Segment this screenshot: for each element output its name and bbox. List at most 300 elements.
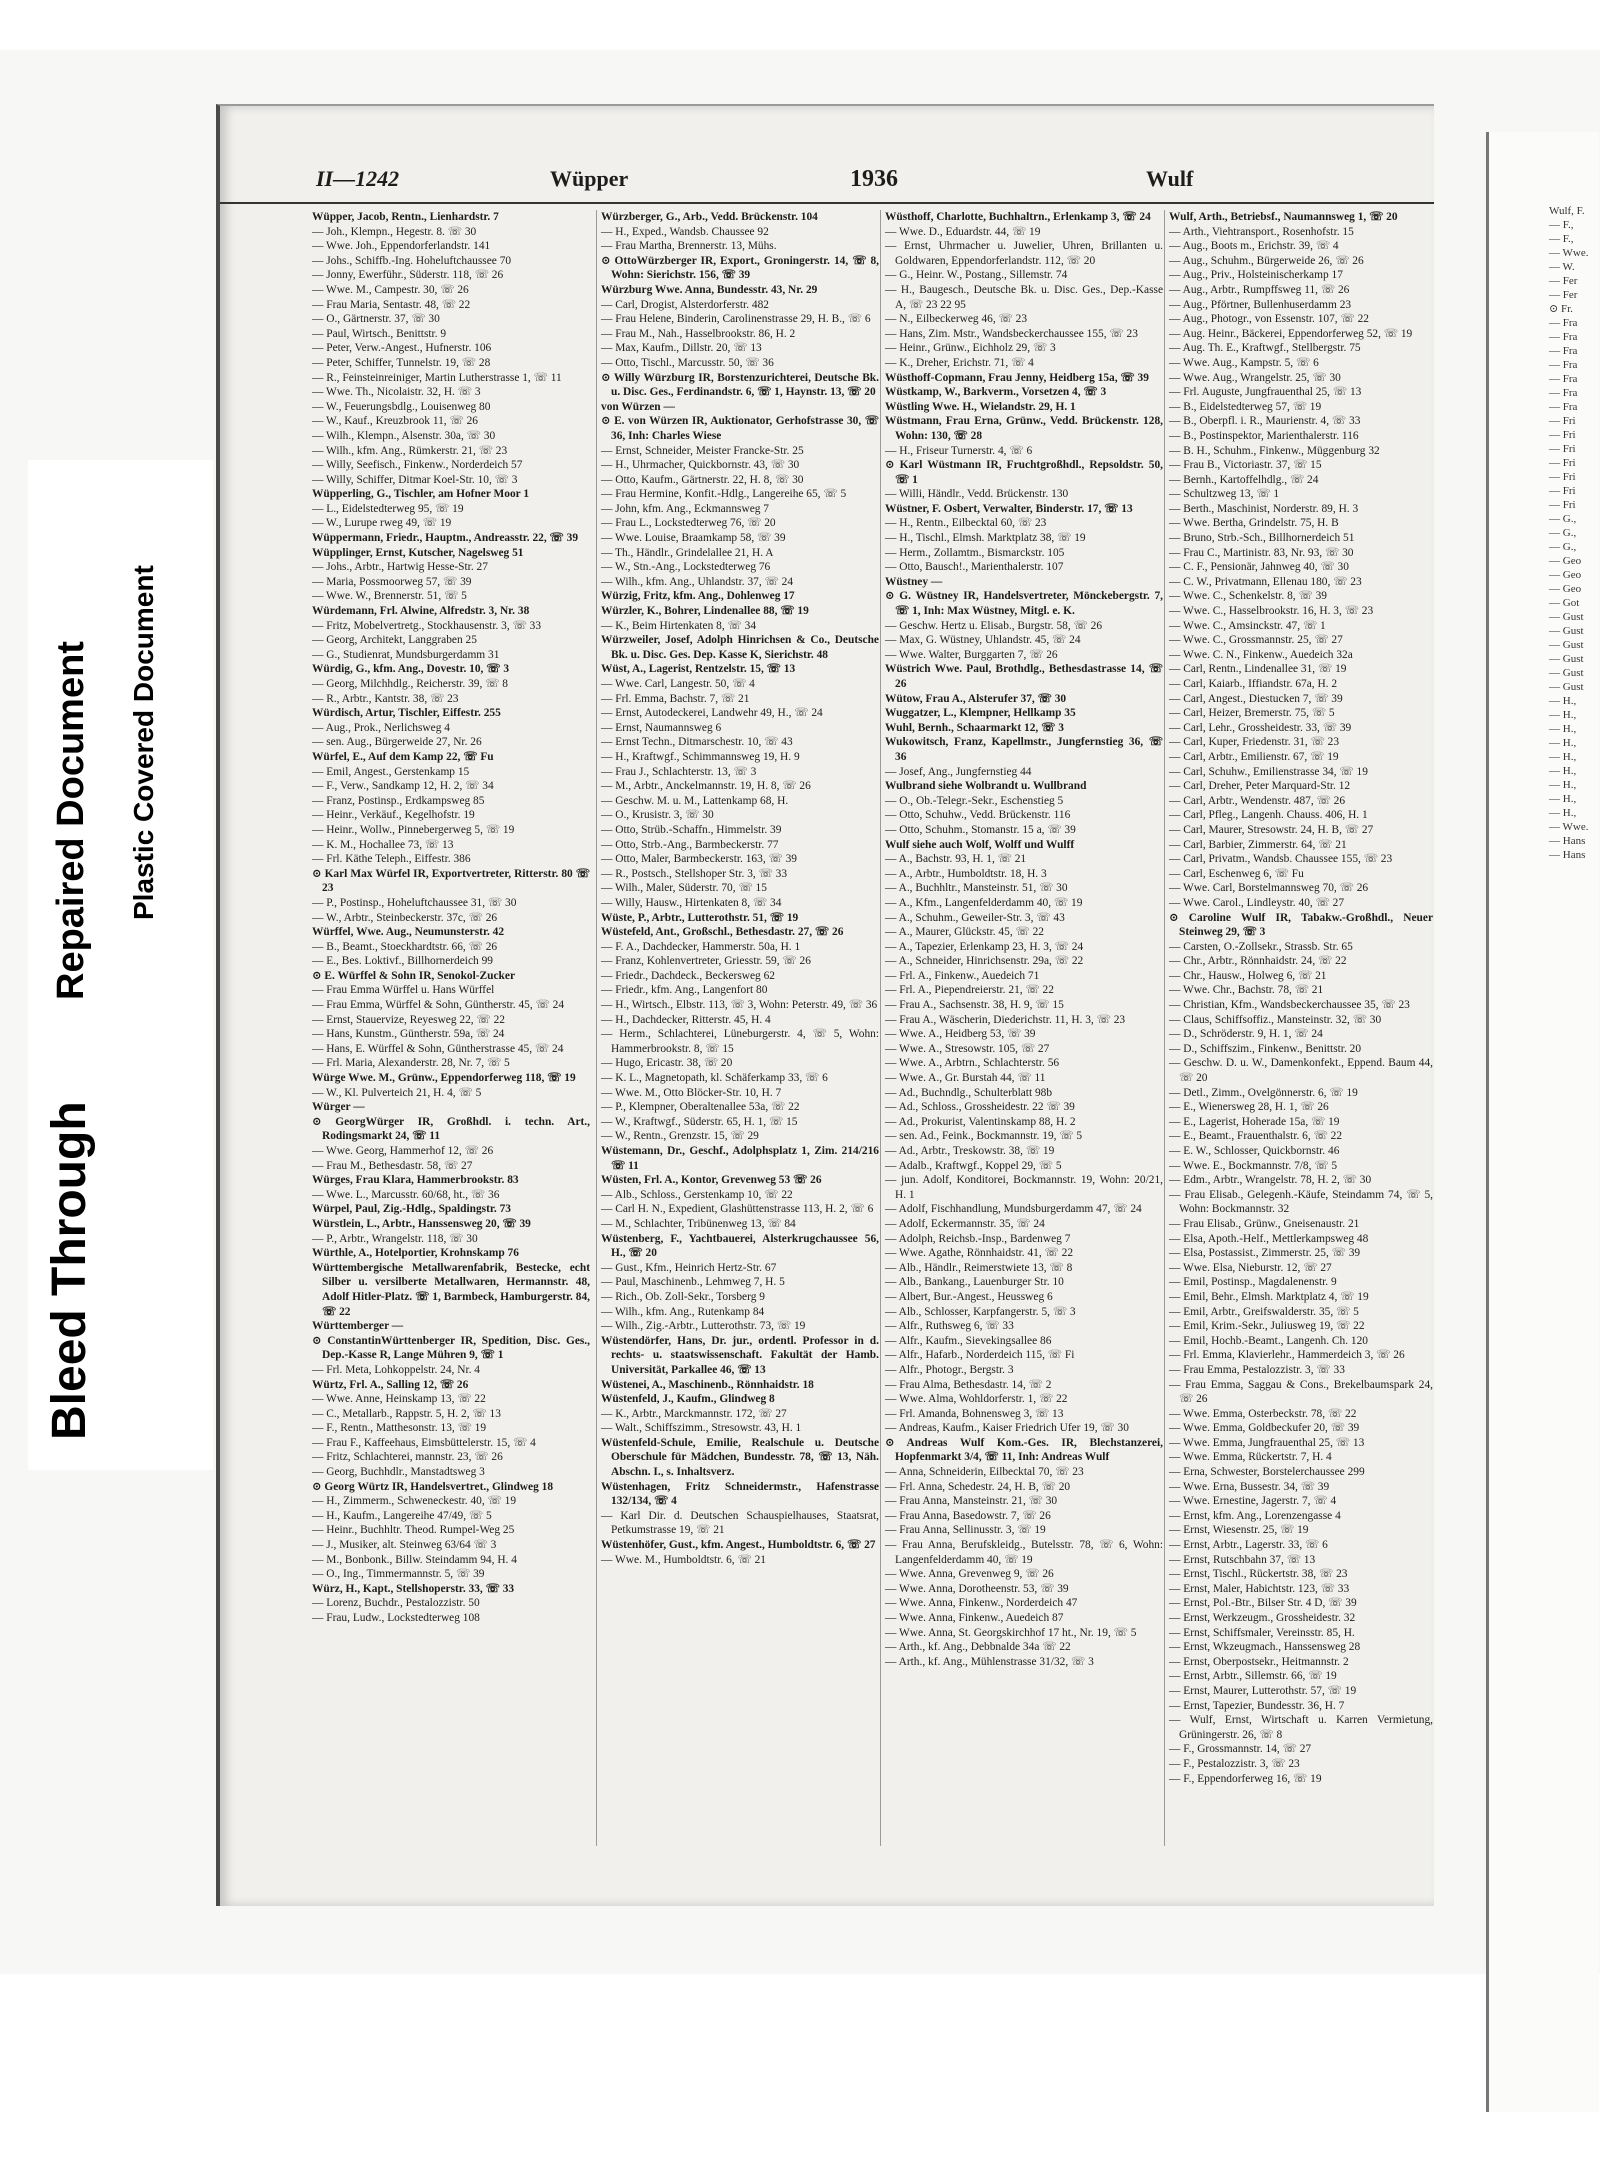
directory-entry: — Wwe. Ernestine, Jagerstr. 7, ☏ 4 [1169,1495,1337,1508]
directory-entry: — Frau F., Kaffeehaus, Eimsbüttelerstr. 15, ☏ 4 [312,1436,536,1449]
directory-entry: — Otto, Schuhw., Vedd. Brückenstr. 116 [885,809,1071,822]
directory-entry: — H., Kaufm., Langereihe 47/49, ☏ 5 [312,1509,492,1522]
adjacent-page-line: — Fra [1549,387,1578,399]
directory-entry: Wüppermann, Friedr., Hauptm., Andreasstr. 22, ☏ 39 [312,532,579,545]
directory-entry: — D., Schiffszim., Finkenw., Benittstr. 20 [1169,1042,1362,1055]
directory-entry: — Frau Maria, Sentastr. 48, ☏ 22 [312,298,471,311]
directory-entry: — Ernst, Arbtr., Sillemstr. 66, ☏ 19 [1169,1670,1337,1683]
directory-entry: — Fritz, Mobelvertretg., Stockhausenstr. 3, ☏ 33 [312,619,542,632]
adjacent-page-line: ⊙ Fr. [1549,303,1573,315]
directory-entry: — jun. Adolf, Konditorei, Bockmannstr. 19, Wohn: 20/21, H. 1 [885,1174,1163,1201]
directory-entry: ⊙ G. Wüstney IR, Handelsvertreter, Mönckebergstr. 7, ☏ 1, Inh: Max Wüstney, Mitgl. e. K. [885,590,1163,618]
directory-entry: — Willy, Hausw., Hirtenkaten 8, ☏ 34 [601,896,782,909]
directory-entry: — K. L., Magnetopath, kl. Schäferkamp 33, ☏ 6 [601,1072,828,1085]
directory-entry: — L., Eidelstedterweg 95, ☏ 19 [312,502,464,515]
adjacent-page-line: — F., [1549,219,1574,231]
adjacent-page-line: — Fri [1549,429,1576,441]
directory-entry: — Wwe. A., Heidberg 53, ☏ 39 [885,1028,1036,1041]
directory-entry: Wüstner, F. Osbert, Verwalter, Binderstr. 17, ☏ 13 [885,502,1133,515]
directory-entry: — Wwe. Carl, Langestr. 50, ☏ 4 [601,678,755,690]
directory-entry: — W., Arbtr., Steinbeckerstr. 37c, ☏ 26 [312,911,498,924]
adjacent-page-line: — H., [1549,793,1577,805]
directory-entry: — Wwe. Aug., Wrangelstr. 25, ☏ 30 [1169,371,1341,384]
directory-entry: Wüpperling, G., Tischler, am Hofner Moor 1 [312,488,530,501]
directory-entry: — Wwe. C., Amsinckstr. 47, ☏ 1 [1169,619,1326,632]
directory-entry: — Berth., Maschinist, Norderstr. 89, H. 3 [1169,502,1359,515]
directory-entry: Wüstenei, A., Maschinenb., Rönnhaidstr. 18 [601,1378,814,1391]
directory-entry: Würstlein, L., Arbtr., Hanssensweg 20, ☏ 39 [312,1217,531,1230]
directory-entry: — Wwe. W., Brennerstr. 51, ☏ 5 [312,590,467,603]
directory-entry: — Heinr., Verkäuf., Kegelhofstr. 19 [312,809,475,822]
directory-entry: — Aug. Th. E., Kraftwgf., Stellbergstr. 75 [1169,342,1361,355]
adjacent-page-line: — Hans [1549,849,1586,861]
directory-entry: Würzberger, G., Arb., Vedd. Brückenstr. 104 [601,211,818,223]
directory-entry: — Frl. Maria, Alexanderstr. 28, Nr. 7, ☏ 5 [312,1057,510,1070]
directory-entry: — A., Bachstr. 93, H. 1, ☏ 21 [885,853,1027,866]
directory-entry: — B. H., Schuhm., Finkenw., Müggenburg 32 [1169,444,1380,457]
directory-entry: — Frl. Auguste, Jungfrauenthal 25, ☏ 13 [1169,386,1362,399]
directory-entry: — E. W., Schlosser, Quickbornstr. 46 [1169,1145,1340,1157]
directory-entry: — Gust., Kfm., Heinrich Hertz-Str. 67 [601,1261,777,1274]
directory-entry: — Herm., Zollamtm., Bismarckstr. 105 [885,546,1065,559]
directory-entry: — Franz, Kohlenvertreter, Griesstr. 59, ☏ 26 [601,955,811,968]
directory-entry: — Carl H. N., Expedient, Glashüttenstrasse 113, H. 2, ☏ 6 [601,1203,874,1216]
directory-entry: Wukowitsch, Franz, Kapellmstr., Jungfernstieg 36, ☏ 36 [885,736,1163,763]
adjacent-page-line: — Gust [1549,653,1584,665]
directory-entry: — R., Arbtr., Kantstr. 38, ☏ 23 [312,692,459,705]
directory-entry: Wüstenhöfer, Gust., kfm. Angest., Humboldtstr. 6, ☏ 27 [601,1539,876,1552]
adjacent-page-line: — Wwe. [1549,821,1589,833]
directory-entry: Würpel, Paul, Zig.-Hdlg., Spaldingstr. 73 [312,1203,511,1216]
directory-entry: — Ernst, Maler, Habichtstr. 123, ☏ 33 [1169,1582,1350,1595]
directory-entry: — Johs., Arbtr., Hartwig Hesse-Str. 27 [312,561,488,574]
directory-entry: — Wilh., Klempn., Alsenstr. 30a, ☏ 30 [312,429,496,442]
directory-column-2 [596,210,879,1846]
directory-entry: Würtz, Frl. A., Salling 12, ☏ 26 [312,1378,469,1391]
directory-entry: Wulbrand siehe Wolbrandt u. Wullbrand [885,780,1087,793]
directory-entry: — Frau, Ludw., Lockstedterweg 108 [312,1612,480,1624]
directory-entry: — Wwe. Chr., Bachstr. 78, ☏ 21 [1169,984,1324,997]
directory-entry: — Wwe. C., Grossmannstr. 25, ☏ 27 [1169,634,1343,647]
directory-entry: — M., Arbtr., Anckelmannstr. 19, H. 8, ☏ 26 [601,780,811,793]
directory-entry: — W., Stn.-Ang., Lockstedterweg 76 [601,561,771,574]
directory-entry: Würges, Frau Klara, Hammerbrookstr. 83 [312,1174,519,1187]
directory-entry: — Aug., Prok., Nerlichsweg 4 [312,721,450,734]
directory-entry: — Wwe. Georg, Hammerhof 12, ☏ 26 [312,1145,494,1157]
directory-entry: — Wwe. Elsa, Nieburstr. 12, ☏ 27 [1169,1261,1332,1274]
directory-entry: — Adolf, Fischhandlung, Mundsburgerdamm 47, ☏ 24 [885,1203,1142,1216]
directory-entry: — Ernst Techn., Ditmarschestr. 10, ☏ 43 [601,736,793,749]
adjacent-page-line: — Gust [1549,681,1584,693]
directory-entry: — Adalb., Kraftwgf., Koppel 29, ☏ 5 [885,1159,1062,1172]
directory-entry: Wüsthoff, Charlotte, Buchhaltrn., Erlenkamp 3, ☏ 24 [885,211,1151,223]
directory-entry: — Elsa, Postassist., Zimmerstr. 25, ☏ 39 [1169,1247,1361,1260]
directory-entry: — A., Buchhltr., Mansteinstr. 51, ☏ 30 [885,882,1068,895]
directory-entry: ⊙ Georg Würtz IR, Handelsvertret., Glindweg 18 [312,1480,554,1493]
directory-entry: — H., Friseur Turnerstr. 4, ☏ 6 [885,444,1033,457]
directory-entry: — Wwe. Bertha, Grindelstr. 75, H. B [1169,517,1339,530]
directory-entry: von Würzen — [601,400,675,413]
directory-entry: — Ernst, Pol.-Btr., Bilser Str. 4 D, ☏ 39 [1169,1597,1357,1610]
directory-entry: — H., Exped., Wandsb. Chaussee 92 [601,225,769,238]
adjacent-page-line: — H., [1549,807,1577,819]
directory-entry: — Ernst, Schneider, Meister Francke-Str. 25 [601,444,804,457]
directory-entry: — Wwe. C., Schenkelstr. 8, ☏ 39 [1169,590,1327,603]
directory-entry: — Aug., Pförtner, Bullenhuserdamm 23 [1169,298,1352,311]
directory-entry: — Fritz, Schlachterei, mannstr. 23, ☏ 26 [312,1451,503,1464]
directory-entry: — Adolph, Reichsb.-Insp., Bardenweg 7 [885,1232,1071,1245]
directory-entry: — Chr., Arbtr., Rönnhaidstr. 24, ☏ 22 [1169,955,1347,968]
directory-entry: — O., Krusistr. 3, ☏ 30 [601,809,714,822]
directory-entry: Würzweiler, Josef, Adolph Hinrichsen & Co., Deutsche Bk. u. Disc. Ges. Dep. Kasse K, Sierichstr. 48 [601,634,879,661]
directory-entry: — Wwe. C. N., Finkenw., Auedeich 32a [1169,648,1353,661]
directory-entry: — C. F., Pensionär, Jahnweg 40, ☏ 30 [1169,561,1349,574]
directory-entry: — Wwe. A., Arbtrn., Schlachterstr. 56 [885,1057,1060,1070]
label-bleed-through: Bleed Through [43,1101,96,1440]
directory-entry: — Otto, Schuhm., Stomanstr. 15 a, ☏ 39 [885,823,1076,836]
directory-entry: — W., Kauf., Kreuzbrook 11, ☏ 26 [312,415,478,428]
directory-entry: Wüstenberg, F., Yachtbauerei, Alsterkrugchaussee 56, H., ☏ 20 [601,1232,879,1260]
adjacent-page-line: — Fra [1549,401,1578,413]
directory-entry: — Friedr., kfm. Ang., Langenfort 80 [601,984,768,997]
directory-entry: Wüstemann, Dr., Geschf., Adolphsplatz 1, Zim. 214/216 ☏ 11 [601,1145,879,1172]
directory-entry: — Frau A., Sachsenstr. 38, H. 9, ☏ 15 [885,999,1064,1012]
adjacent-page-line: — H., [1549,695,1577,707]
directory-column-3 [880,210,1163,1846]
directory-entry: — F., Eppendorferweg 16, ☏ 19 [1169,1772,1322,1785]
directory-entry: — W., Feuerungsbdlg., Louisenweg 80 [312,400,491,413]
directory-entry: — Alfr., Kaufm., Sievekingsallee 86 [885,1334,1052,1347]
adjacent-page-line: — Fer [1549,275,1578,287]
directory-entry: — P., Klempner, Oberaltenallee 53a, ☏ 22 [601,1101,800,1114]
adjacent-page-line: — F., [1549,233,1574,245]
adjacent-page-line: — Fra [1549,373,1578,385]
adjacent-page-line: — Fra [1549,345,1578,357]
header-year: 1936 [850,166,898,192]
directory-entry: Wüsthoff-Copmann, Frau Jenny, Heidberg 15a, ☏ 39 [885,371,1149,384]
directory-entry: Würdemann, Frl. Alwine, Alfredstr. 3, Nr. 38 [312,605,530,618]
directory-entry: — Wilh., Zig.-Arbtr., Lutterothstr. 73, ☏ 19 [601,1320,806,1333]
adjacent-page-line: — G., [1549,513,1577,525]
directory-entry: — Ernst, Wiesenstr. 25, ☏ 19 [1169,1524,1309,1537]
directory-entry: — Frau Anna, Basedowstr. 7, ☏ 26 [885,1509,1051,1522]
directory-entry: — Frau Elisab., Gelegenh.-Käufe, Steindamm 74, ☏ 5, Wohn: Bockmannstr. 32 [1169,1188,1433,1216]
directory-entry: — Heinr., Buchhltr. Theod. Rumpel-Weg 25 [312,1524,515,1537]
directory-entry: Würdisch, Artur, Tischler, Eiffestr. 255 [312,707,501,720]
directory-entry: — Peter, Schiffer, Tunnelstr. 19, ☏ 28 [312,356,491,369]
directory-entry: — Aug., Photogr., von Essenstr. 107, ☏ 22 [1169,313,1369,326]
directory-entry: — Wwe. A., Stresowstr. 105, ☏ 27 [885,1042,1050,1055]
directory-entry: — Wwe. Anne, Heinskamp 13, ☏ 22 [312,1393,486,1406]
directory-entry: — Frl. A., Piependreierstr. 21, ☏ 22 [885,984,1054,997]
directory-entry: — Otto, Bausch!., Marienthalerstr. 107 [885,561,1064,574]
directory-entry: Wüstenfeld-Schule, Emilie, Realschule u. Deutsche Oberschule für Mädchen, Bundesstr. 78, ☏ 13, Näh. Abschn. I., s. Inhaltsverz. [601,1436,879,1479]
directory-entry: — Wilh., kfm. Ang., Rutenkamp 84 [601,1305,765,1318]
directory-entry: — Otto, Strüb.-Schaffn., Himmelstr. 39 [601,823,782,836]
directory-entry: Wüpplinger, Ernst, Kutscher, Nagelsweg 51 [312,546,524,559]
directory-entry: — Bruno, Strb.-Sch., Billhornerdeich 51 [1169,532,1355,545]
directory-entry: — Carl, Maurer, Stresowstr. 24, H. B, ☏ 27 [1169,823,1374,836]
directory-entry: — W., Kl. Pulverteich 21, H. 4, ☏ 5 [312,1086,482,1099]
directory-entry: — Emil, Hochb.-Beamt., Langenh. Ch. 120 [1169,1334,1368,1347]
directory-entry: — Wwe. Carl, Borstelmannsweg 70, ☏ 26 [1169,882,1369,895]
directory-entry: — Otto, Strb.-Ang., Barmbeckerstr. 77 [601,838,779,851]
directory-entry: — Frau Emma Würffel u. Hans Würffel [312,984,495,997]
directory-entry: — Walt., Schiffszimm., Stresowstr. 43, H. 1 [601,1422,802,1435]
directory-entry: Wüstney — [885,575,943,588]
directory-entry: — Carl, Drogist, Alsterdorferstr. 482 [601,298,769,311]
directory-entry: — Aug., Schuhm., Bürgerweide 26, ☏ 26 [1169,254,1364,267]
directory-entry: — F., Verw., Sandkamp 12, H. 2, ☏ 34 [312,780,494,793]
directory-entry: — Ernst, Wkzeugmach., Hanssensweg 28 [1169,1641,1361,1654]
directory-entry: — Frau Anna, Sellinusstr. 3, ☏ 19 [885,1524,1046,1537]
directory-entry: Würthle, A., Hotelportier, Krohnskamp 76 [312,1247,519,1260]
directory-entry: — Carl, Rentn., Lindenallee 31, ☏ 19 [1169,663,1347,676]
adjacent-page-line: — Fri [1549,499,1576,511]
directory-entry: — K., Beim Hirtenkaten 8, ☏ 34 [601,619,757,632]
adjacent-page-line: — Geo [1549,569,1582,581]
adjacent-page-line: — Fra [1549,317,1578,329]
directory-entry: — W., Lurupe rweg 49, ☏ 19 [312,517,452,530]
directory-entry: — D., Schröderstr. 9, H. 1, ☏ 24 [1169,1028,1323,1041]
directory-entry: — Ad., Arbtr., Treskowstr. 38, ☏ 19 [885,1145,1055,1157]
directory-entry: — Frau J., Schlachterstr. 13, ☏ 3 [601,765,757,778]
directory-entry: Würge Wwe. M., Grünw., Eppendorferweg 118, ☏ 19 [312,1072,576,1085]
directory-entry: — G., Studienrat, Mundsburgerdamm 31 [312,648,500,661]
adjacent-page-line: — Fri [1549,471,1576,483]
directory-entry: — Frl. A., Finkenw., Auedeich 71 [885,969,1040,982]
directory-entry: — Frl. Emma, Bachstr. 7, ☏ 21 [601,692,750,705]
directory-entry: — K., Dreher, Erichstr. 71, ☏ 4 [885,356,1034,369]
directory-entry: — Heinr., Grünw., Eichholz 29, ☏ 3 [885,342,1056,355]
directory-entry: — Claus, Schiffsoffiz., Mansteinstr. 32, ☏ 30 [1169,1013,1382,1026]
directory-entry: — Wwe. M., Campestr. 30, ☏ 26 [312,283,469,296]
directory-page [216,104,1434,1906]
directory-entry: — Edm., Arbtr., Wrangelstr. 78, H. 2, ☏ 30 [1169,1174,1372,1187]
directory-entry: — Carl, Privatm., Wandsb. Chaussee 155, ☏ 23 [1169,853,1393,866]
adjacent-page-line: — Got [1549,597,1580,609]
directory-entry: — Carl, Arbtr., Wendenstr. 487, ☏ 26 [1169,794,1346,807]
directory-entry: — Wwe. Erna, Bussestr. 34, ☏ 39 [1169,1480,1330,1493]
directory-entry: — O., Ing., Timmermannstr. 5, ☏ 39 [312,1568,485,1581]
directory-entry: Würfel, E., Auf dem Kamp 22, ☏ Fu [312,750,494,763]
directory-entry: — Georg, Architekt, Langgraben 25 [312,634,477,647]
directory-entry: — Arth., Viehtransport., Rosenhofstr. 15 [1169,225,1354,238]
directory-entry: — C., Metallarb., Rappstr. 5, H. 2, ☏ 13 [312,1407,501,1420]
directory-entry: — Frau Alma, Bethesdastr. 14, ☏ 2 [885,1378,1052,1391]
directory-entry: Wüstmann, Frau Erna, Grünw., Vedd. Brückenstr. 128, Wohn: 130, ☏ 28 [885,415,1163,442]
adjacent-page-line: Wulf, F. [1549,205,1585,217]
directory-entry: — E., Lagerist, Hoherade 15a, ☏ 19 [1169,1115,1340,1128]
adjacent-page-line: — Gust [1549,611,1584,623]
directory-entry: — Frau Anna, Berufskleidg., Butelsstr. 78, ☏ 6, Wohn: Langenfelderdamm 40, ☏ 19 [885,1539,1163,1566]
directory-entry: — H., Uhrmacher, Quickbornstr. 43, ☏ 30 [601,459,800,472]
directory-entry: — Carl, Arbtr., Emilienstr. 67, ☏ 19 [1169,750,1339,763]
directory-entry: — Otto, Maler, Barmbeckerstr. 163, ☏ 39 [601,853,797,866]
directory-entry: — Ernst, kfm. Ang., Lorenzengasse 4 [1169,1509,1341,1522]
directory-entry: — Frl. Anna, Schedestr. 24, H. B, ☏ 20 [885,1480,1071,1493]
directory-entry: — G., Heinr. W., Postang., Sillemstr. 74 [885,269,1068,282]
directory-entry: — Otto, Kaufm., Gärtnerstr. 22, H. 8, ☏ 30 [601,473,804,486]
directory-entry: — Frau Helene, Binderin, Carolinenstrasse 29, H. B., ☏ 6 [601,313,871,326]
directory-entry: — Frau B., Victoriastr. 37, ☏ 15 [1169,459,1322,472]
directory-entry: — Emil, Behr., Elmsh. Marktplatz 4, ☏ 19 [1169,1290,1369,1303]
directory-entry: — Frl. Amanda, Bohnensweg 3, ☏ 13 [885,1407,1064,1420]
directory-entry: — Wwe. E., Bockmannstr. 7/8, ☏ 5 [1169,1159,1338,1172]
directory-column-4 [1164,210,1433,1846]
directory-entry: Würz, H., Kapt., Stellshoperstr. 33, ☏ 33 [312,1582,515,1595]
directory-entry: — A., Arbtr., Humboldtstr. 18, H. 3 [885,867,1047,880]
directory-entry: — Albert, Bur.-Angest., Heussweg 6 [885,1290,1053,1303]
directory-entry: — J., Musiker, alt. Steinweg 63/64 ☏ 3 [312,1539,497,1552]
directory-entry: — F., Grossmannstr. 14, ☏ 27 [1169,1743,1312,1756]
directory-entry: — Karl Dir. d. Deutschen Schauspielhauses, Staatsrat, Petkumstrasse 19, ☏ 21 [601,1509,879,1537]
directory-entry: — Willi, Händlr., Vedd. Brückenstr. 130 [885,488,1069,501]
directory-entry: — Wwe. Th., Nicolaistr. 32, H. ☏ 3 [312,386,481,399]
directory-column-1 [312,210,590,1846]
directory-entry: — Wwe. Anna, Finkenw., Norderdeich 47 [885,1597,1078,1610]
directory-entry: Wütow, Frau A., Alsterufer 37, ☏ 30 [885,692,1067,705]
directory-entry: Würzig, Fritz, kfm. Ang., Dohlenweg 17 [601,590,795,603]
directory-entry: — Paul, Wirtsch., Benittstr. 9 [312,327,447,340]
adjacent-page-line: — H., [1549,723,1577,735]
directory-entry: — Emil, Arbtr., Greifswalderstr. 35, ☏ 5 [1169,1305,1359,1318]
directory-entry: — Carl, Eschenweg 6, ☏ Fu [1169,867,1304,880]
directory-entry: — Erna, Schwester, Borstelerchaussee 299 [1169,1466,1365,1479]
directory-entry: Wüpper, Jacob, Rentn., Lienhardstr. 7 [312,211,499,223]
directory-entry: — Frau Emma, Pestalozzistr. 3, ☏ 33 [1169,1363,1345,1376]
directory-entry: — Wulf, Ernst, Wirtschaft u. Karren Vermietung, Grüningerstr. 26, ☏ 8 [1169,1714,1433,1741]
directory-entry: — Th., Händlr., Grindelallee 21, H. A [601,546,774,559]
directory-entry: — Hans, Zim. Mstr., Wandsbeckerchaussee 155, ☏ 23 [885,327,1138,340]
directory-entry: — Frau Hermine, Konfit.-Hdlg., Langereihe 65, ☏ 5 [601,488,847,501]
directory-entry: — O., Ob.-Telegr.-Sekr., Eschenstieg 5 [885,794,1064,807]
directory-entry: — Wwe. Emma, Rückertstr. 7, H. 4 [1169,1451,1332,1464]
directory-entry: — Ernst, Naumannsweg 6 [601,721,722,734]
directory-entry: — Alb., Bankang., Lauenburger Str. 10 [885,1276,1064,1289]
directory-entry: — Frau L., Lockstedterweg 76, ☏ 20 [601,517,776,530]
directory-entry: — Joh., Klempn., Hegestr. 8. ☏ 30 [312,225,477,238]
directory-entry: — Frau Anna, Mansteinstr. 21, ☏ 30 [885,1495,1058,1508]
directory-entry: — Wwe. Louise, Braamkamp 58, ☏ 39 [601,532,786,545]
directory-entry: — Wwe. Anna, Grevenweg 9, ☏ 26 [885,1568,1054,1581]
directory-entry: — Carl, Dreher, Peter Marquard-Str. 12 [1169,780,1351,793]
directory-entry: Wulf siehe auch Wolf, Wolff und Wulff [885,838,1075,851]
directory-entry: — Geschw. D. u. W., Damenkonfekt., Eppend. Baum 44, ☏ 20 [1169,1057,1433,1085]
label-repaired-document: Repaired Document [50,641,92,1000]
directory-entry: — Carl, Kaiarb., Iffiandstr. 67a, H. 2 [1169,678,1338,690]
directory-entry: — W., Kraftwgf., Süderstr. 65, H. 1, ☏ 15 [601,1115,798,1128]
directory-entry: — Aug., Boots m., Erichstr. 39, ☏ 4 [1169,240,1339,253]
directory-entry: Wüstenfeld, J., Kaufm., Glindweg 8 [601,1393,775,1406]
directory-entry: — Ernst, Oberpostsekr., Heitmannstr. 2 [1169,1655,1349,1668]
directory-entry: — Ad., Prokurist, Valentinskamp 88, H. 2 [885,1115,1076,1128]
directory-entry: Würffel, Wwe. Aug., Neumunsterstr. 42 [312,926,505,939]
adjacent-page-line: — Fri [1549,485,1576,497]
directory-entry: — Wilh., Maler, Süderstr. 70, ☏ 15 [601,882,767,895]
directory-entry: — O., Gärtnerstr. 37, ☏ 30 [312,313,440,326]
directory-entry: — F., Pestalozzistr. 3, ☏ 23 [1169,1757,1300,1770]
directory-entry: — Frau Emma, Saggau & Cons., Brekelbaumspark 24, ☏ 26 [1169,1378,1433,1406]
directory-entry: ⊙ E. von Würzen IR, Auktionator, Gerhofstrasse 30, ☏ 36, Inh: Charles Wiese [601,415,879,442]
directory-entry: — Frau A., Wäscherin, Diederichstr. 11, H. 3, ☏ 23 [885,1013,1126,1026]
adjacent-page-line: — G., [1549,527,1577,539]
directory-entry: Würger — [312,1101,365,1114]
directory-entry: — Anna, Schneiderin, Eilbecktal 70, ☏ 23 [885,1466,1084,1479]
directory-entry: — Peter, Verw.-Angest., Hufnerstr. 106 [312,342,492,355]
directory-entry: — Wwe. A., Gr. Burstah 44, ☏ 11 [885,1072,1046,1085]
directory-entry: — John, kfm. Ang., Eckmannsweg 7 [601,502,769,515]
directory-entry: — Carl, Barbier, Zimmerstr. 64, ☏ 21 [1169,838,1347,851]
directory-entry: — Jonny, Ewerführ., Süderstr. 118, ☏ 26 [312,269,504,282]
directory-entry: — H., Kraftwgf., Schimmannsweg 19, H. 9 [601,750,800,763]
directory-entry: ⊙ Karl Wüstmann IR, Fruchtgroßhdl., Repsoldstr. 50, ☏ 1 [885,459,1163,486]
directory-entry: — Ernst, Stauervize, Reyesweg 22, ☏ 22 [312,1013,505,1026]
directory-entry: — Wwe. Anna, Dorotheenstr. 53, ☏ 39 [885,1582,1069,1595]
directory-entry: — A., Maurer, Glückstr. 45, ☏ 22 [885,926,1045,939]
directory-entry: — Christian, Kfm., Wandsbeckerchaussee 35, ☏ 23 [1169,999,1410,1012]
directory-entry: — Wilh., kfm. Ang., Rümkerstr. 21, ☏ 23 [312,444,508,457]
adjacent-page-line: — Gust [1549,667,1584,679]
directory-entry: ⊙ OttoWürzberger IR, Export., Groningerstr. 14, ☏ 8, Wohn: Sierichstr. 156, ☏ 39 [601,254,879,282]
directory-entry: — Wwe. Aug., Kampstr. 5, ☏ 6 [1169,356,1319,369]
directory-entry: — Elsa, Apoth.-Helf., Mettlerkampsweg 48 [1169,1232,1369,1245]
header-first-entry-word: Wüpper [550,166,629,191]
adjacent-page-line: — Geo [1549,583,1582,595]
directory-entry: — B., Beamt., Stoeckhardtstr. 66, ☏ 26 [312,940,498,953]
directory-entry: — Wilh., kfm. Ang., Uhlandstr. 37, ☏ 24 [601,575,794,588]
directory-entry: ⊙ ConstantinWürttenberger IR, Spedition, Disc. Ges., Dep.-Kasse R, Lange Mühren 9, ☏ 1 [312,1334,590,1362]
adjacent-page-line: — Fri [1549,457,1576,469]
directory-entry: — Wwe. Anna, Finkenw., Auedeich 87 [885,1612,1064,1624]
directory-entry: — Wwe. C., Hasselbrookstr. 16, H. 3, ☏ 23 [1169,605,1374,618]
directory-entry: — Arth., kf. Ang., Debbnalde 34a ☏ 22 [885,1641,1071,1654]
directory-entry: Wulf, Arth., Betriebsf., Naumannsweg 1, ☏ 20 [1169,211,1398,223]
directory-entry: — Willy, Schiffer, Ditmar Koel-Str. 10, ☏ 3 [312,473,518,486]
directory-entry: — Frau Martha, Brennerstr. 13, Mühs. [601,240,777,253]
directory-entry: Wuhl, Bernh., Schaarmarkt 12, ☏ 3 [885,721,1064,734]
directory-entry: — Franz, Postinsp., Erdkampsweg 85 [312,794,485,807]
directory-entry: — K. M., Hochallee 73, ☏ 13 [312,838,454,851]
header-last-entry-word: Wulf [1146,166,1194,191]
directory-entry: — Wwe. Carol., Lindleystr. 40, ☏ 27 [1169,896,1345,909]
directory-entry: — Ernst, Arbtr., Lagerstr. 33, ☏ 6 [1169,1539,1328,1552]
directory-entry: Wuggatzer, L., Klempner, Hellkamp 35 [885,707,1076,720]
adjacent-page-line: — H., [1549,779,1577,791]
directory-entry: Wüsten, Frl. A., Kontor, Grevenweg 53 ☏ 26 [601,1174,822,1187]
directory-entry: — Maria, Possmoorweg 57, ☏ 39 [312,575,472,588]
adjacent-page-line: — Gust [1549,639,1584,651]
directory-entry: — Heinr., Wollw., Pinnebergerweg 5, ☏ 19 [312,823,515,836]
adjacent-page-text [1549,204,1599,862]
adjacent-page-line: — Gust [1549,625,1584,637]
directory-entry: — Georg, Buchhdlr., Manstadtsweg 3 [312,1466,485,1479]
directory-entry: Wüst, A., Lagerist, Rentzelstr. 15, ☏ 13 [601,663,796,676]
directory-entry: — Ernst, Uhrmacher u. Juwelier, Uhren, Brillanten u. Goldwaren, Eppendorferlandstr. 112, ☏ 20 [885,240,1163,267]
directory-entry: — N., Eilbeckerweg 46, ☏ 23 [885,313,1028,326]
directory-entry: — B., Eidelstedterweg 57, ☏ 19 [1169,400,1322,413]
directory-entry: — Wwe. M., Humboldtstr. 6, ☏ 21 [601,1553,766,1566]
directory-entry: — F. A., Dachdecker, Hammerstr. 50a, H. 1 [601,940,801,953]
directory-entry: — Ad., Schloss., Grossheidestr. 22 ☏ 39 [885,1101,1075,1114]
directory-entry: — Wwe. L., Marcusstr. 60/68, ht., ☏ 36 [312,1188,500,1201]
adjacent-page-line: — H., [1549,737,1577,749]
directory-entry: — Johs., Schiffb.-Ing. Hoheluftchaussee 70 [312,254,512,267]
directory-entry: — Schultzweg 13, ☏ 1 [1169,488,1280,501]
directory-entry: — Ernst, Tischl., Rückertstr. 38, ☏ 23 [1169,1568,1348,1581]
directory-entry: — Wwe. Emma, Goldbeckufer 20, ☏ 39 [1169,1422,1360,1435]
directory-entry: — Max, Kaufm., Dillstr. 20, ☏ 13 [601,342,762,355]
